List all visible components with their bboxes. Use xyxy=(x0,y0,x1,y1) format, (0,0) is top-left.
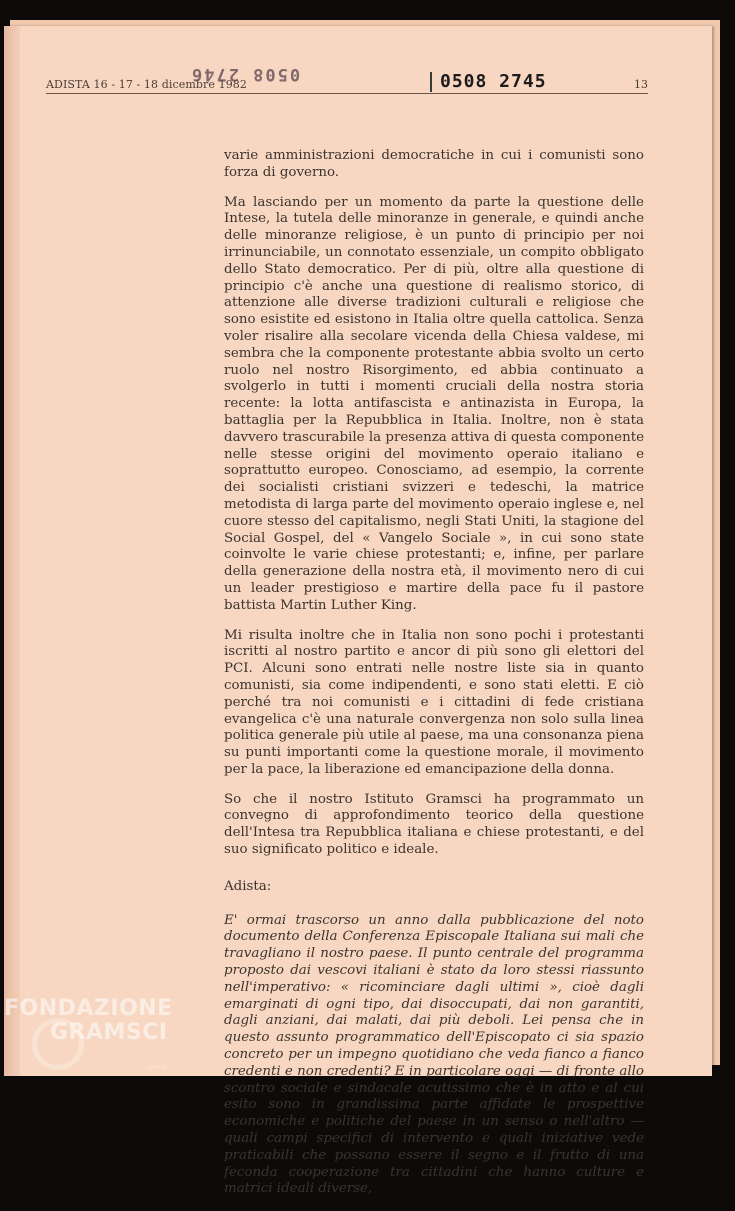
paragraph: So che il nostro Istituto Gramsci ha programmato un convegno di approfondimento teorico della questione dell'Intesa tra Repubblica italiana e chiese protestanti, e del suo significato politico e ideale. xyxy=(224,791,644,858)
article-body xyxy=(224,148,644,1211)
interview-question: E' ormai trascorso un anno dalla pubblicazione del noto documento della Conferenza Episcopale Italiana sui mali che travagliano il nostro paese. Il punto centrale del programma proposto dai vescovi italiani è stato da loro stessi riassunto nell'imperativo: « ricominciare dagli ultimi », cioè dagli emarginati di ogni tipo, dai disoccupati, dai non garantiti, dagli anziani, dai malati, dai più deboli. Lei pensa che in questo assunto programmatico dell'Episcopato ci sia spazio concreto per un impegno quotidiano che veda fianco a fianco credenti e non credenti? E in particolare oggi — di fronte allo scontro sociale e sindacale acutissimo che è in atto e al cui esito sono in grandissima parte affidate le prospettive economiche e politiche del paese in un senso o nell'altro — quali campi specifici di intervento e quali iniziative vede praticabili che possano essere il segno e il frutto di una feconda cooperazione tra cittadini che hanno culture e matrici ideali diverse, xyxy=(224,912,644,1197)
archive-stamp-mirrored: 0508 2746 xyxy=(190,64,301,84)
page-number: 13 xyxy=(634,78,648,91)
running-header xyxy=(46,78,648,92)
watermark-subtitle: onlus xyxy=(148,1063,167,1071)
foundation-watermark xyxy=(4,998,173,1044)
watermark-line-2: GRAMSCI xyxy=(50,1020,168,1045)
interviewer-label: Adista: xyxy=(224,878,272,894)
watermark-line-1: FONDAZIONE xyxy=(4,996,173,1021)
paragraph: Ma lasciando per un momento da parte la questione delle Intese, la tutela delle minoranze in generale, e quindi anche delle minoranze religiose, è un punto di principio per noi irrinunciabile, un connotato essenziale, un compito obbligato dello Stato democratico. Per di più, oltre alla questione di principio c'è anche una questione di realismo storico, di attenzione alle diverse tradizioni culturali e religiose che sono esistite ed esistono in Italia oltre quella cattolica. Senza voler risalire alla secolare vicenda della Chiesa valdese, mi sembra che la componente protestante abbia svolto un certo ruolo nel nostro Risorgimento, ed abbia continuato a svolgerlo in tutti i momenti cruciali della nostra storia recente: la lotta antifascista e antinazista in Europa, la battaglia per la Repubblica in Italia. Inoltre, non è stata davvero trascurabile la presenza attiva di questa componente nelle stesse origini del movimento operaio italiano e soprattutto europeo. Conosciamo, ad esempio, la corrente dei socialisti cristiani svizzeri e tedeschi, la matrice metodista di larga parte del movimento operaio inglese e, nel cuore stesso del capitalismo, negli Stati Uniti, la stagione del Social Gospel, del « Vangelo Sociale », in cui sono state coinvolte le varie chiese protestanti; e, infine, per parlare della generazione della nostra età, il movimento nero di cui un leader prestigioso e martire della pace fu il pastore battista Martin Luther King. xyxy=(224,194,644,613)
archive-stamp-number: 0508 2745 xyxy=(440,71,547,92)
journal-title: ADISTA 16 - 17 - 18 dicembre 1982 xyxy=(46,78,247,91)
header-rule xyxy=(46,93,648,94)
paragraph: Mi risulta inoltre che in Italia non sono pochi i protestanti iscritti al nostro partito e ancor di più sono gli elettori del PCI. Alcuni sono entrati nelle nostre liste sia in quanto comunisti, sia come indipendenti, e sono stati eletti. E ciò perché tra noi comunisti e i cittadini di fede cristiana evangelica c'è una naturale convergenza non solo sulla linea politica generale più utile al paese, ma una consonanza piena su punti importanti come la questione morale, il movimento per la pace, la liberazione ed emancipazione della donna. xyxy=(224,627,644,777)
page-binding-edge xyxy=(4,26,20,1076)
watermark-logo-icon xyxy=(32,1018,84,1070)
stamp-bar xyxy=(430,72,432,92)
paragraph: varie amministrazioni democratiche in cui i comunisti sono forza di governo. xyxy=(224,148,644,180)
